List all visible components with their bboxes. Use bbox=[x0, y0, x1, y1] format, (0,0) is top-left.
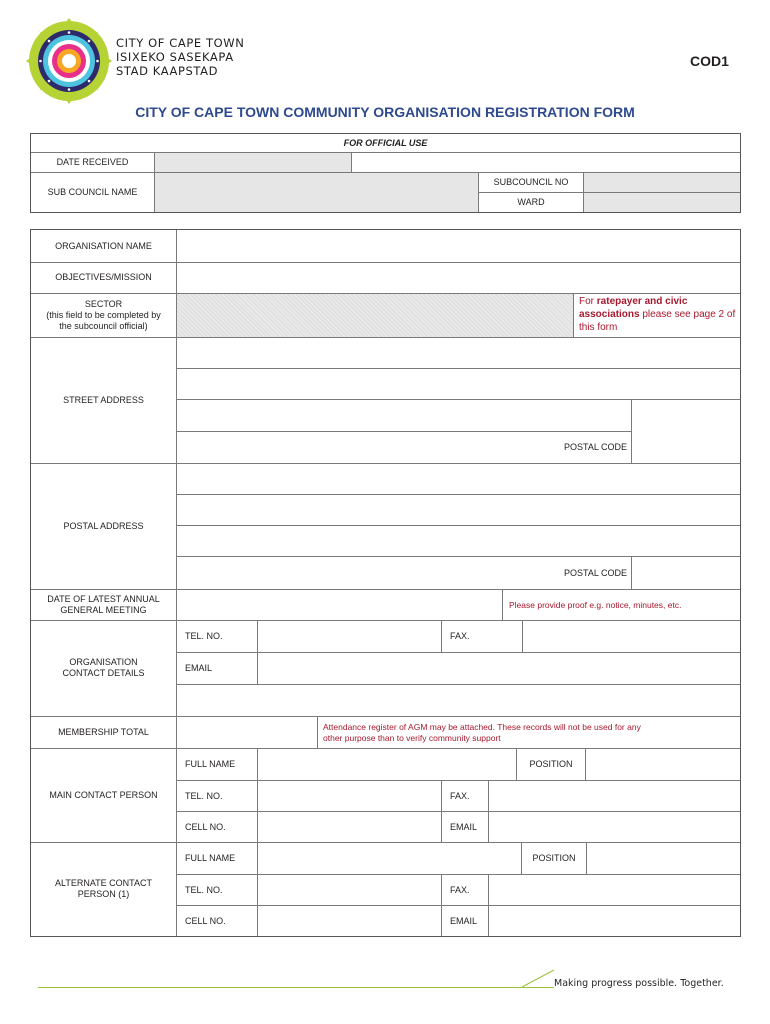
alt-position-label: POSITION bbox=[532, 853, 576, 863]
date-received-field[interactable] bbox=[155, 153, 351, 172]
street-address-line-2[interactable] bbox=[177, 369, 740, 399]
ward-label: WARD bbox=[517, 196, 545, 207]
main-position-label: POSITION bbox=[529, 759, 573, 769]
alt-full-name-label: FULL NAME bbox=[185, 853, 236, 863]
organisation-name-label: ORGANISATION NAME bbox=[55, 240, 152, 251]
date-received-label: DATE RECEIVED bbox=[56, 156, 129, 167]
objectives-label: OBJECTIVES/MISSION bbox=[55, 272, 152, 282]
agm-date-field[interactable] bbox=[177, 590, 502, 620]
brand-line-3: STAD KAAPSTAD bbox=[116, 64, 219, 78]
main-email-field[interactable] bbox=[489, 812, 740, 842]
footer-slogan: Making progress possible. Together. bbox=[554, 978, 724, 989]
alternate-contact-label: ALTERNATE CONTACT PERSON (1) bbox=[54, 878, 152, 899]
official-use-table bbox=[30, 133, 741, 213]
main-position-field[interactable] bbox=[586, 749, 740, 780]
membership-note: Attendance register of AGM may be attached. These records will not be used for any other purpose than to verify community support bbox=[323, 721, 641, 743]
street-postal-code-field[interactable] bbox=[632, 400, 740, 463]
main-full-name-label: FULL NAME bbox=[185, 759, 236, 769]
alt-cell-label: CELL NO. bbox=[185, 915, 226, 926]
sector-note: For ratepayer and civic associations please see page 2 of this form bbox=[579, 296, 736, 333]
official-use-heading: FOR OFFICIAL USE bbox=[343, 137, 428, 148]
main-tel-field[interactable] bbox=[258, 781, 441, 811]
subcouncil-no-field[interactable] bbox=[584, 173, 740, 192]
postal-postal-code-label: POSTAL CODE bbox=[563, 567, 627, 578]
postal-address-line-2[interactable] bbox=[177, 495, 740, 525]
brand-line-2: ISIXEKO SASEKAPA bbox=[116, 50, 234, 64]
org-email-field[interactable] bbox=[258, 653, 740, 684]
membership-total-field[interactable] bbox=[177, 717, 317, 748]
postal-address-line-3[interactable] bbox=[177, 526, 740, 556]
subcouncil-no-label: SUBCOUNCIL NO bbox=[493, 176, 569, 187]
postal-address-line-1[interactable] bbox=[177, 464, 740, 494]
postal-address-label: POSTAL ADDRESS bbox=[63, 520, 144, 531]
membership-total-label: MEMBERSHIP TOTAL bbox=[58, 726, 149, 737]
org-contact-extra-field[interactable] bbox=[177, 685, 740, 716]
street-postal-code-label: POSTAL CODE bbox=[563, 442, 627, 452]
brand-name bbox=[116, 36, 244, 78]
org-tel-label: TEL. NO. bbox=[185, 631, 223, 641]
org-tel-field[interactable] bbox=[258, 621, 441, 652]
org-fax-label: FAX. bbox=[450, 631, 470, 641]
brand-line-1: CITY OF CAPE TOWN bbox=[116, 36, 245, 50]
footer-divider bbox=[38, 987, 554, 988]
objectives-field[interactable] bbox=[177, 263, 740, 293]
sub-council-name-field[interactable] bbox=[155, 173, 478, 212]
alt-tel-label: TEL. NO. bbox=[185, 884, 223, 895]
main-fax-field[interactable] bbox=[489, 781, 740, 811]
postal-postal-code-field[interactable] bbox=[632, 557, 740, 589]
city-logo bbox=[26, 18, 112, 104]
alt-tel-field[interactable] bbox=[258, 875, 441, 905]
main-full-name-field[interactable] bbox=[258, 749, 516, 780]
main-tel-label: TEL. NO. bbox=[185, 790, 223, 801]
form-title: CITY OF CAPE TOWN COMMUNITY ORGANISATION REGISTRATION FORM bbox=[135, 104, 635, 120]
organisation-contact-label: ORGANISATION CONTACT DETAILS bbox=[62, 657, 145, 678]
street-address-line-1[interactable] bbox=[177, 338, 740, 368]
sector-label: SECTOR (this field to be completed by the subcouncil official) bbox=[46, 298, 161, 331]
alt-cell-field[interactable] bbox=[258, 906, 441, 936]
alt-fax-field[interactable] bbox=[489, 875, 740, 905]
org-email-label: EMAIL bbox=[185, 663, 213, 673]
main-fax-label: FAX. bbox=[450, 790, 470, 801]
alt-email-label: EMAIL bbox=[450, 915, 478, 926]
main-contact-label: MAIN CONTACT PERSON bbox=[49, 789, 158, 800]
alt-email-field[interactable] bbox=[489, 906, 740, 936]
ward-field[interactable] bbox=[584, 193, 740, 212]
alt-fax-label: FAX. bbox=[450, 884, 470, 895]
street-address-label: STREET ADDRESS bbox=[63, 394, 144, 405]
alt-position-field[interactable] bbox=[587, 843, 740, 874]
organisation-name-field[interactable] bbox=[177, 230, 740, 262]
org-fax-field[interactable] bbox=[523, 621, 740, 652]
main-cell-label: CELL NO. bbox=[185, 821, 226, 832]
agm-note: Please provide proof e.g. notice, minutes, etc. bbox=[509, 599, 682, 610]
sector-field[interactable] bbox=[177, 294, 573, 337]
street-address-line-3[interactable] bbox=[177, 400, 631, 431]
registration-table bbox=[30, 229, 741, 937]
agm-date-label: DATE OF LATEST ANNUAL GENERAL MEETING bbox=[47, 593, 160, 615]
main-cell-field[interactable] bbox=[258, 812, 441, 842]
alt-full-name-field[interactable] bbox=[258, 843, 521, 874]
date-received-extra-field[interactable] bbox=[352, 153, 740, 172]
main-email-label: EMAIL bbox=[450, 821, 478, 832]
sub-council-name-label: SUB COUNCIL NAME bbox=[47, 186, 138, 197]
form-code: COD1 bbox=[690, 53, 729, 69]
